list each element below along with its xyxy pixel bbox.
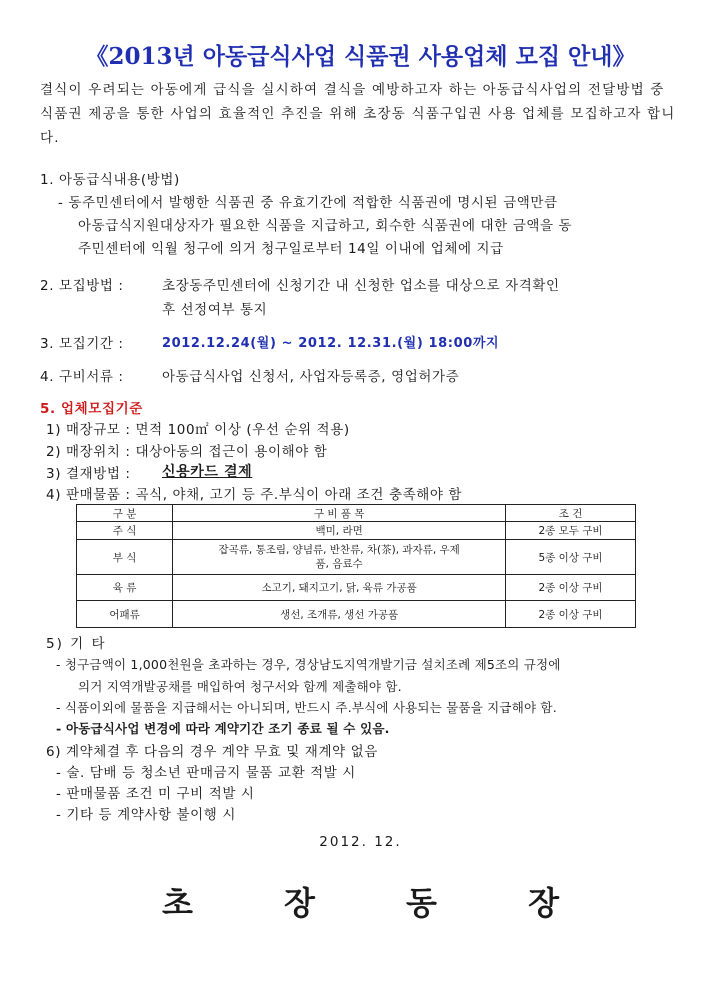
section3-label: 3. 모집기간 : [40,336,124,352]
section2-text: 초장동주민센터에 신청기간 내 신청한 업소를 대상으로 자격확인 [162,278,560,294]
table-header: 구 분 [77,505,173,522]
section5-heading: 5. 업체모집기준 [40,401,143,417]
table-cell-category: 어패류 [77,601,173,628]
table-cell-condition: 2종 모두 구비 [506,522,636,540]
etc-line: 의거 지역개발공채를 매입하여 청구서와 함께 제출해야 함. [78,679,402,694]
table-cell-condition: 2종 이상 구비 [506,575,636,601]
table-cell-category: 주 식 [77,522,173,540]
contract-void-line: - 기타 등 계약사항 불이행 시 [56,807,236,823]
criteria-payment-value: 신용카드 결제 [162,464,253,480]
section1-line: - 동주민센터에서 발행한 식품권 중 유효기간에 적합한 식품권에 명시된 금액만큼 [58,195,558,211]
contract-void-heading: 6) 계약체결 후 다음의 경우 계약 무효 및 재계약 없음 [46,744,378,760]
table-row [77,601,636,628]
table-cell-category: 부 식 [77,540,173,575]
table-row [77,522,636,540]
table-cell-items: 백미, 라면 [173,522,506,540]
table-cell-condition: 2종 이상 구비 [506,601,636,628]
section1-line: 주민센터에 익월 청구에 의거 청구일로부터 14일 이내에 업체에 지급 [78,241,504,257]
section1-heading: 1. 아동급식내용(방법) [40,172,180,188]
intro-paragraph: 결식이 우려되는 아동에게 급식을 실시하여 결식을 예방하고자 하는 아동급식사업의 전달방법 중 식품권 제공을 통한 사업의 효율적인 추진을 위해 초장동 식품구입권 사용 업체를 모집하고자 합니다. [40,82,676,146]
section4-label: 4. 구비서류 : [40,369,124,385]
criteria-payment-label: 3) 결재방법 : [46,466,131,482]
contract-void-line: - 판매물품 조건 미 구비 적발 시 [56,786,255,802]
table-cell-category: 육 류 [77,575,173,601]
table-cell-condition: 5종 이상 구비 [506,540,636,575]
criteria-etc-heading: 5) 기 타 [46,636,107,652]
table-header: 구 비 품 목 [173,505,506,522]
table-row [77,540,636,575]
section2-text: 후 선정여부 통지 [162,302,268,318]
table-header: 조 건 [506,505,636,522]
criteria-products: 4) 판매물품 : 곡식, 야채, 고기 등 주.부식이 아래 조건 충족해야 함 [46,487,463,503]
issuer-signature: 초 장 동 장 [161,884,600,922]
required-documents: 아동급식사업 신청서, 사업자등록증, 영업허가증 [162,369,460,385]
document-date: 2012. 12. [319,834,402,850]
etc-early-termination: - 아동급식사업 변경에 따라 계약기간 조기 종료 될 수 있음. [56,721,390,736]
section2-label: 2. 모집방법 : [40,278,124,294]
table-cell-items: 생선, 조개류, 생선 가공품 [173,601,506,628]
table-row [77,575,636,601]
etc-line: - 식품이외에 물품을 지급해서는 아니되며, 반드시 주.부식에 사용되는 물품을 지급해야 함. [56,700,557,715]
product-criteria-table [76,504,636,628]
contract-void-line: - 술. 담배 등 청소년 판매금지 물품 교환 적발 시 [56,765,356,781]
section1-line: 아동급식지원대상자가 필요한 식품을 지급하고, 회수한 식품권에 대한 금액을 동 [78,218,573,234]
table-cell-items: 소고기, 돼지고기, 닭, 육류 가공품 [173,575,506,601]
page-title: 《2013년 아동급식사업 식품권 사용업체 모집 안내》 [85,43,636,70]
criteria-store-size: 1) 매장규모 : 면적 100㎡ 이상 (우선 순위 적용) [46,422,350,438]
etc-line: - 청구금액이 1,000천원을 초과하는 경우, 경상남도지역개발기금 설치조례 제5조의 규정에 [56,657,561,672]
recruit-period: 2012.12.24(월) ~ 2012. 12.31.(월) 18:00까지 [162,336,500,351]
table-cell-items: 잡곡류, 통조림, 양념류, 반찬류, 차(茶), 과자류, 우제품, 음료수 [173,540,506,575]
criteria-store-location: 2) 매장위치 : 대상아동의 접근이 용이해야 함 [46,444,328,460]
